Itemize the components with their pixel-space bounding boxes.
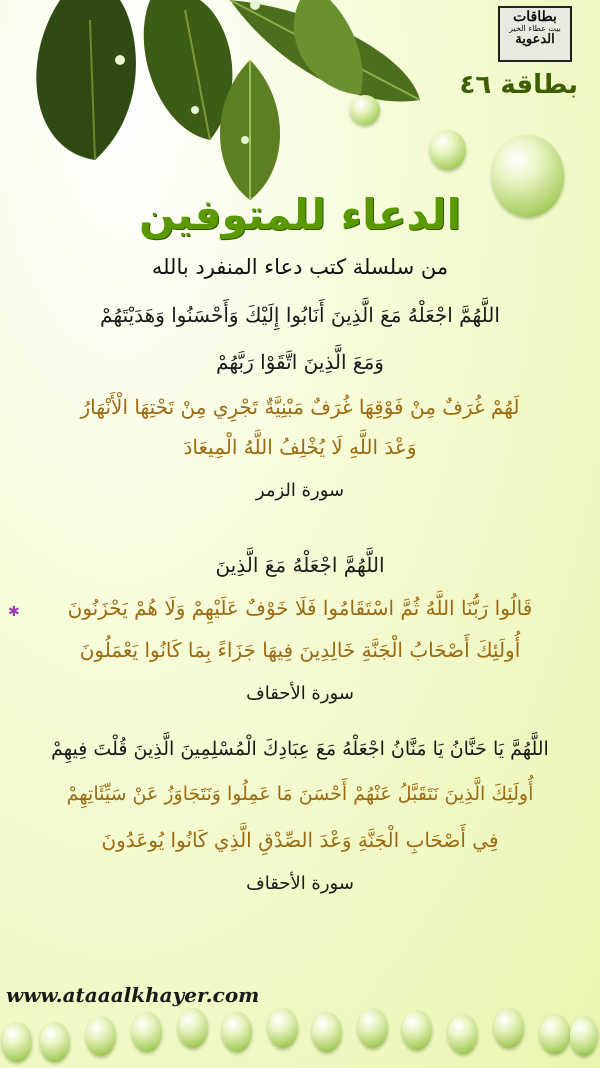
website-link[interactable]: www.ataaalkhayer.com bbox=[6, 983, 260, 1007]
verse-line: لَهُمْ غُرَفٌ مِنْ فَوْقِهَا غُرَفٌ مَبْنِيَّةٌ تَجْرِي مِنْ تَحْتِهَا الْأَنْهَارُ bbox=[80, 395, 520, 419]
water-drop-icon bbox=[358, 1008, 388, 1048]
logo-badge bbox=[498, 6, 572, 62]
water-drop-icon bbox=[312, 1012, 342, 1052]
prayer-line: اللَّهُمَّ يَا حَنَّانُ يَا مَنَّانُ اجْعَلْهُ مَعَ عِبَادِكَ الْمُسْلِمِينَ الَّذِينَ قُلْتَ فِيهِمْ bbox=[51, 738, 549, 760]
water-drop-icon bbox=[178, 1008, 208, 1048]
verse-line: أُولَئِكَ أَصْحَابُ الْجَنَّةِ خَالِدِينَ فِيهَا جَزَاءً بِمَا كَانُوا يَعْمَلُونَ bbox=[79, 638, 521, 662]
water-drop-icon bbox=[2, 1022, 32, 1062]
water-drop-icon bbox=[350, 95, 380, 125]
star-icon: ✱ bbox=[8, 604, 20, 620]
water-drop-icon bbox=[40, 1022, 70, 1062]
water-drop-icon bbox=[86, 1016, 116, 1056]
prayer-line: اللَّهُمَّ اجْعَلْهُ مَعَ الَّذِينَ bbox=[215, 553, 385, 577]
water-drop-icon bbox=[540, 1014, 570, 1054]
water-drop-icon bbox=[402, 1010, 432, 1050]
prayer-line: وَمَعَ الَّذِينَ اتَّقَوْا رَبَّهُمْ bbox=[216, 350, 384, 374]
water-drop-icon bbox=[132, 1012, 162, 1052]
verse-line: فِي أَصْحَابِ الْجَنَّةِ وَعْدَ الصِّدْقِ الَّذِي كَانُوا يُوعَدُونَ bbox=[101, 828, 499, 852]
verse-line: قَالُوا رَبُّنَا اللَّهُ ثُمَّ اسْتَقَامُوا فَلَا خَوْفٌ عَلَيْهِمْ وَلَا هُمْ يَحْزَنُونَ bbox=[67, 596, 533, 620]
water-drop-icon bbox=[268, 1008, 298, 1048]
page-title: الدعاء للمتوفين bbox=[139, 190, 461, 239]
logo-line-3: الدعوية bbox=[515, 32, 555, 48]
logo-line-1: بطاقات bbox=[513, 9, 557, 25]
subtitle: من سلسلة كتب دعاء المنفرد بالله bbox=[151, 255, 449, 279]
water-drop-icon bbox=[570, 1016, 598, 1056]
card-number: بطاقة ٤٦ bbox=[459, 70, 578, 100]
logo-line-2: بيت عطاء الخير bbox=[509, 23, 561, 33]
surah-source: سورة الزمر bbox=[255, 480, 345, 501]
verse-line: وَعْدَ اللَّهِ لَا يُخْلِفُ اللَّهُ الْمِيعَادَ bbox=[183, 435, 417, 459]
verse-line: أُولَئِكَ الَّذِينَ نَتَقَبَّلُ عَنْهُمْ أَحْسَنَ مَا عَمِلُوا وَنَتَجَاوَزُ عَنْ سَيِّئَاتِهِمْ bbox=[66, 783, 534, 805]
prayer-line: اللَّهُمَّ اجْعَلْهُ مَعَ الَّذِينَ أَنَابُوا إِلَيْكَ وَأَحْسَنُوا وَهَدَيْتَهُمْ bbox=[100, 303, 500, 327]
surah-source: سورة الأحقاف bbox=[246, 873, 354, 894]
water-drop-icon bbox=[494, 1008, 524, 1048]
water-drop-icon bbox=[430, 130, 466, 170]
water-drop-icon bbox=[222, 1012, 252, 1052]
surah-source: سورة الأحقاف bbox=[246, 683, 354, 704]
water-drop-icon bbox=[448, 1014, 478, 1054]
